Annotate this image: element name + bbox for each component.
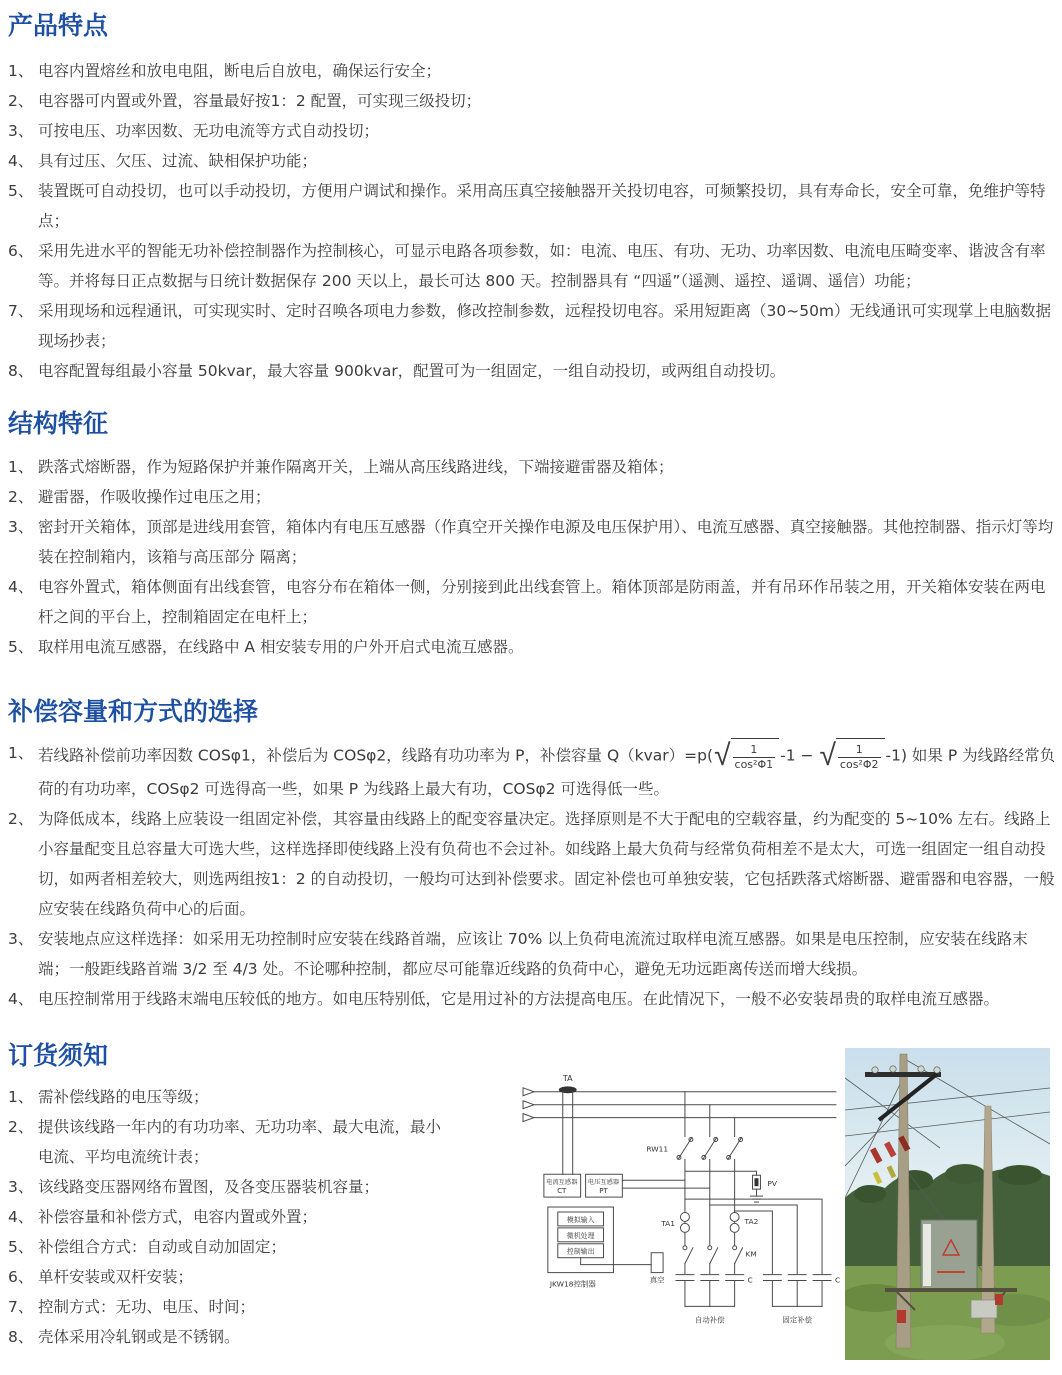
list-item-text: 电容内置熔丝和放电电阻，断电后自放电，确保运行安全； [38,62,442,80]
list-item [8,572,1056,632]
list-item-text [38,738,1056,804]
section-features [0,0,1062,386]
list-item-text: 可按电压、功率因数、无功电流等方式自动投切； [38,122,380,140]
diagram-label-c-auto: C [747,1275,753,1285]
list-item-text: 避雷器，作吸收操作过电压之用； [38,488,271,506]
diagram-label-auto-comp: 自动补偿 [694,1315,725,1325]
section-structure [0,408,1062,662]
fraction-denominator: cos²Φ2 [839,758,879,771]
list-item [8,356,1056,386]
list-item-text: 控制方式：无功、电压、时间； [38,1298,256,1316]
list-item-text: 单杆安装或双杆安装； [38,1268,194,1286]
diagram-label-control-output: 控制输出 [566,1247,595,1256]
section-title-features: 产品特点 [8,11,109,40]
diagram-label-pv: PV [767,1179,777,1189]
list-item [8,1202,453,1232]
sqrt-term [714,738,779,774]
list-item [8,56,1056,86]
list-item-number: 7、 [8,302,34,320]
list-item-text: 电容器可内置或外置，容量最好按1：2 配置，可实现三级投切； [38,92,482,110]
list-item-text: 为降低成本，线路上应装设一组固定补偿，其容量由线路上的配变容量决定。选择原则是不大于配电的空载容量，约为配变的 5~10% 左右。线路上小容量配变且总容量大可选大些，这样选择即使线路上没有负荷也不会过补。如线路上最大负荷与经常负荷相差不是太大，可选一组固定一组自动投切，如两者相差较大，则选两组按1：2 的自动投切，一般均可达到补偿要求。固定补偿也可单独安装，它包括跌落式熔断器、避雷器和电容器，一般应安装在线路负荷中心的后面。 [38,810,1055,918]
list-item-number: 1、 [8,62,34,80]
diagram-label-vacuum: 真空 [649,1275,665,1285]
section-compensation [0,696,1062,1014]
ordering-list [8,1082,453,1352]
list-item [8,482,1056,512]
list-item [8,512,1056,572]
list-item-number: 5、 [8,182,34,200]
list-item-number: 1、 [8,1088,34,1106]
section-ordering [0,1040,1062,1370]
list-item-text: 补偿容量和补偿方式，电容内置或外置； [38,1208,318,1226]
list-item-text: 电压控制常用于线路末端电压较低的地方。如电压特别低，它是用过补的方法提高电压。在此情况下，一般不必安装昂贵的取样电流互感器。 [38,990,1000,1008]
list-item-number: 6、 [8,242,34,260]
list-item [8,924,1056,984]
formula-pre: 若线路补偿前功率因数 COSφ1，补偿后为 COSφ2，线路有功功率为 P，补偿容量 Q（kvar）=p( [38,746,714,765]
wiring-diagram [505,1060,850,1363]
fraction-numerator: 1 [855,743,863,757]
list-item-number: 3、 [8,1178,34,1196]
pole-installation-photo [845,1048,1050,1360]
diagram-label-ct-cn: 电流互感器 [546,1179,578,1187]
list-item [8,984,1056,1014]
formula-post: -1) 如果 P 为线路经常负荷的有功功率，COSφ2 可选得高一些，如果 P 为线路上最大有功，COSφ2 可选得低一些。 [38,746,1056,798]
diagram-label-fixed-comp: 固定补偿 [782,1315,813,1325]
list-item-text: 需补偿线路的电压等级； [38,1088,209,1106]
diagram-label-rw11: RW11 [646,1144,669,1154]
fraction-numerator: 1 [750,743,758,757]
list-item-number: 2、 [8,488,34,506]
list-item-text: 电容配置每组最小容量 50kvar，最大容量 900kvar，配置可为一组固定，一组自动投切，或两组自动投切。 [38,362,786,380]
list-item-text: 密封开关箱体，顶部是进线用套管，箱体内有电压互感器（作真空开关操作电源及电压保护用）、电流互感器、真空接触器。其他控制器、指示灯等均装在控制箱内，该箱与高压部分 隔离； [38,518,1054,566]
list-item [8,86,1056,116]
list-item-number: 1、 [8,458,34,476]
list-item-number: 3、 [8,518,34,536]
diagram-label-km: KM [745,1249,757,1259]
list-item-number: 1、 [8,744,34,762]
list-item [8,1232,453,1262]
list-item-number: 4、 [8,990,34,1008]
list-item-text: 该线路变压器网络布置图，及各变压器装机容量； [38,1178,380,1196]
formula-minus: − [800,746,814,765]
list-item [8,116,1056,146]
list-item-number: 2、 [8,1118,34,1136]
list-item [8,1112,453,1172]
diagram-label-ta1: TA1 [661,1218,676,1228]
list-item [8,804,1056,924]
list-item [8,452,1056,482]
list-item-number: 4、 [8,578,34,596]
list-item-text: 补偿组合方式：自动或自动加固定； [38,1238,287,1256]
list-item-number: 7、 [8,1298,34,1316]
list-item-number: 3、 [8,122,34,140]
diagram-label-mcu-process: 微机处理 [566,1231,595,1240]
list-item-number: 2、 [8,810,34,828]
list-item [8,1292,453,1322]
list-item-number: 8、 [8,1328,34,1346]
list-item-text: 壳体采用冷轧钢或是不锈钢。 [38,1328,240,1346]
list-item-text: 电容外置式，箱体侧面有出线套管，电容分布在箱体一侧，分别接到此出线套管上。箱体顶部是防雨盖，并有吊环作吊装之用，开关箱体安装在两电杆之间的平台上，控制箱固定在电杆上； [38,578,1046,626]
list-item [8,176,1056,236]
diagram-label-controller: JKW18控制器 [549,1279,596,1289]
section-title-ordering: 订货须知 [8,1041,109,1070]
diagram-label-c-fixed: C [834,1275,841,1285]
list-item-text: 取样用电流互感器，在线路中 A 相安装专用的户外开启式电流互感器。 [38,638,524,656]
list-item [8,1172,453,1202]
list-item [8,1322,453,1352]
list-item-number: 2、 [8,92,34,110]
list-item-text: 提供该线路一年内的有功功率、无功功率、最大电流，最小电流、平均电流统计表； [38,1118,442,1166]
radical-sign: √ [714,738,731,773]
diagram-label-pt-cn: 电压互感器 [587,1179,620,1187]
list-item-text: 采用先进水平的智能无功补偿控制器作为控制核心，可显示电路各项参数，如：电流、电压、有功、无功、功率因数、电流电压畸变率、谐波含有率等。并将每日正点数据与日统计数据保存 200 天以上，最长可达 800 天。控制器具有 “四遥”（遥测、遥控、遥调、遥信）功能； [38,242,1046,290]
fraction-denominator: cos²Φ1 [734,758,774,771]
list-item-number: 5、 [8,1238,34,1256]
list-item-number: 8、 [8,362,34,380]
list-item-text: 装置既可自动投切，也可以手动投切，方便用户调试和操作。采用高压真空接触器开关投切电容，可频繁投切，具有寿命长，安全可靠，免维护等特点； [38,182,1046,230]
list-item-number: 3、 [8,930,34,948]
sqrt-term [819,738,884,774]
list-item-formula [8,738,1056,804]
list-item-number: 4、 [8,1208,34,1226]
diagram-label-analog-input: 模拟输入 [566,1215,595,1224]
list-item [8,1262,453,1292]
list-item-text: 具有过压、欠压、过流、缺相保护功能； [38,152,318,170]
list-item [8,1082,453,1112]
diagram-label-ta2: TA2 [744,1216,759,1226]
list-item-text: 采用现场和远程通讯，可实现实时、定时召唤各项电力参数，修改控制参数，远程投切电容。采用短距离（30~50m）无线通讯可实现掌上电脑数据现场抄表； [38,302,1052,350]
list-item [8,632,1056,662]
diagram-label-ta: TA [562,1073,573,1083]
list-item [8,146,1056,176]
list-item-text: 安装地点应这样选择：如采用无功控制时应安装在线路首端，应该让 70% 以上负荷电流流过取样电流互感器。如果是电压控制，应安装在线路末端；一般距线路首端 3/2 至 4/3 处。不论哪种控制，都应尽可能靠近线路的负荷中心，避免无功远距离传送而增大线损。 [38,930,1028,978]
diagram-label-ct: CT [557,1187,567,1196]
radical-sign: √ [819,738,836,773]
formula-mid: -1 [780,746,796,765]
list-item-number: 4、 [8,152,34,170]
section-title-compensation: 补偿容量和方式的选择 [8,697,259,726]
list-item-number: 6、 [8,1268,34,1286]
list-item-text: 跌落式熔断器，作为短路保护并兼作隔离开关，上端从高压线路进线，下端接避雷器及箱体； [38,458,674,476]
list-item [8,296,1056,356]
diagram-label-pt: PT [599,1187,608,1196]
section-title-structure: 结构特征 [8,409,109,438]
list-item-number: 5、 [8,638,34,656]
list-item [8,236,1056,296]
